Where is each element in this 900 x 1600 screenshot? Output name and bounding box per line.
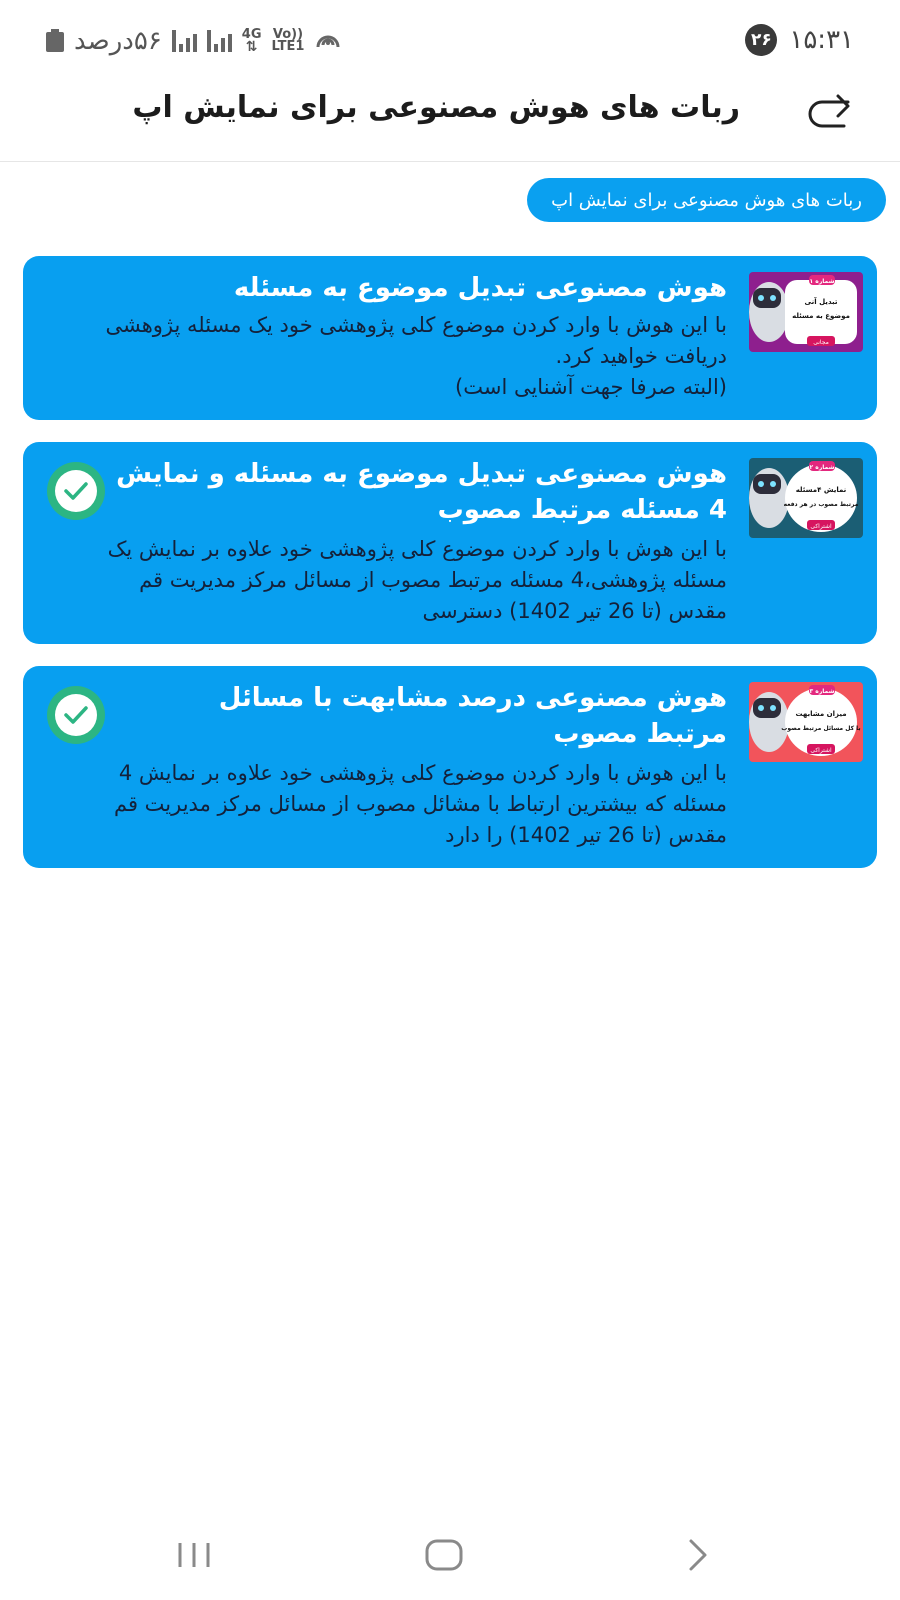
check-icon [63,705,89,725]
thumb-line-2: موضوع به مسئله [792,312,850,320]
thumb-badge-text: شماره ۳ [809,688,835,695]
volte-indicator: Vo)) LTE1 [271,27,305,54]
card-thumbnail [749,682,863,762]
card-description: با این هوش با وارد کردن موضوع کلی پژوهشی خود علاوه بر نمایش یک مسئله پژوهشی،4 مسئله مرتبط مصوب از مسائل مرکز مدیریت قم مقدس (تا 26 تیر 1402) دسترسی [107,537,727,623]
card-description: با این هوش با وارد کردن موضوع کلی پژوهشی خود یک مسئله پژوهشی دریافت خواهید کرد. (البته صرفا جهت آشنایی است) [105,313,727,399]
recents-button[interactable] [164,1530,224,1580]
robot-thumbnail-icon [749,272,863,352]
clock: ۱۵:۳۱ [789,25,854,55]
card-title: هوش مصنوعی درصد مشابهت با مسائل مرتبط مصوب [218,683,727,749]
home-button[interactable] [414,1530,474,1580]
signal-strength-icon [172,30,197,52]
thumb-footer: اشتراکی [810,523,832,530]
recents-icon [174,1539,214,1571]
card-description: با این هوش با وارد کردن موضوع کلی پژوهشی خود علاوه بر نمایش 4 مسئله که بیشترین ارتباط با مشائل مصوب از مسائل مرکز مدیریت قم مقدس (تا 26 تیر 1402) را دارد [113,761,727,847]
home-icon [424,1538,464,1572]
subscribed-check-badge [47,686,105,744]
thumb-line-1: میزان مشابهت [795,710,847,718]
back-chevron-icon [683,1538,713,1572]
battery-icon [46,29,64,53]
thumb-line-1: نمایش ۴مسئله [795,486,847,494]
notification-count-badge: ۲۶ [745,24,777,56]
system-nav-bar [0,1510,900,1600]
page-title: ربات های هوش مصنوعی برای نمایش اپ [132,90,740,125]
card-title: هوش مصنوعی تبدیل موضوع به مسئله [233,273,727,303]
check-icon [63,481,89,501]
bot-card-2[interactable] [23,442,877,644]
bot-card-3[interactable] [23,666,877,868]
category-chip[interactable]: ربات های هوش مصنوعی برای نمایش اپ [527,178,886,222]
card-title: هوش مصنوعی تبدیل موضوع به مسئله و نمایش 4 مسئله مرتبط مصوب [116,459,727,525]
status-bar [0,0,900,80]
card-thumbnail [749,458,863,538]
hotspot-icon [314,27,342,55]
subscribed-check-badge [47,462,105,520]
thumb-badge-text: شماره ۱ [809,278,835,285]
card-thumbnail [749,272,863,352]
thumb-line-1: تبدیل آنی [804,298,838,306]
back-arrow-icon[interactable] [804,90,852,130]
battery-level: ۵۶درصد [74,26,162,56]
status-right-group [745,24,854,56]
network-type: 4G ⇅ [241,27,262,55]
status-left-group [46,26,342,56]
robot-thumbnail-icon [749,458,863,538]
app-header [0,80,900,162]
thumb-line-2: با کل مسائل مرتبط مصوب [781,725,861,732]
thumb-footer: مجانی [813,339,829,346]
robot-thumbnail-icon [749,682,863,762]
thumb-line-2: مرتبط مصوب در هر دفعه [783,501,859,508]
signal-strength-icon-2 [207,30,232,52]
bot-card-1[interactable] [23,256,877,420]
back-button[interactable] [668,1530,728,1580]
thumb-footer: اشتراکی [810,747,832,754]
thumb-badge-text: شماره ۲ [809,464,835,471]
